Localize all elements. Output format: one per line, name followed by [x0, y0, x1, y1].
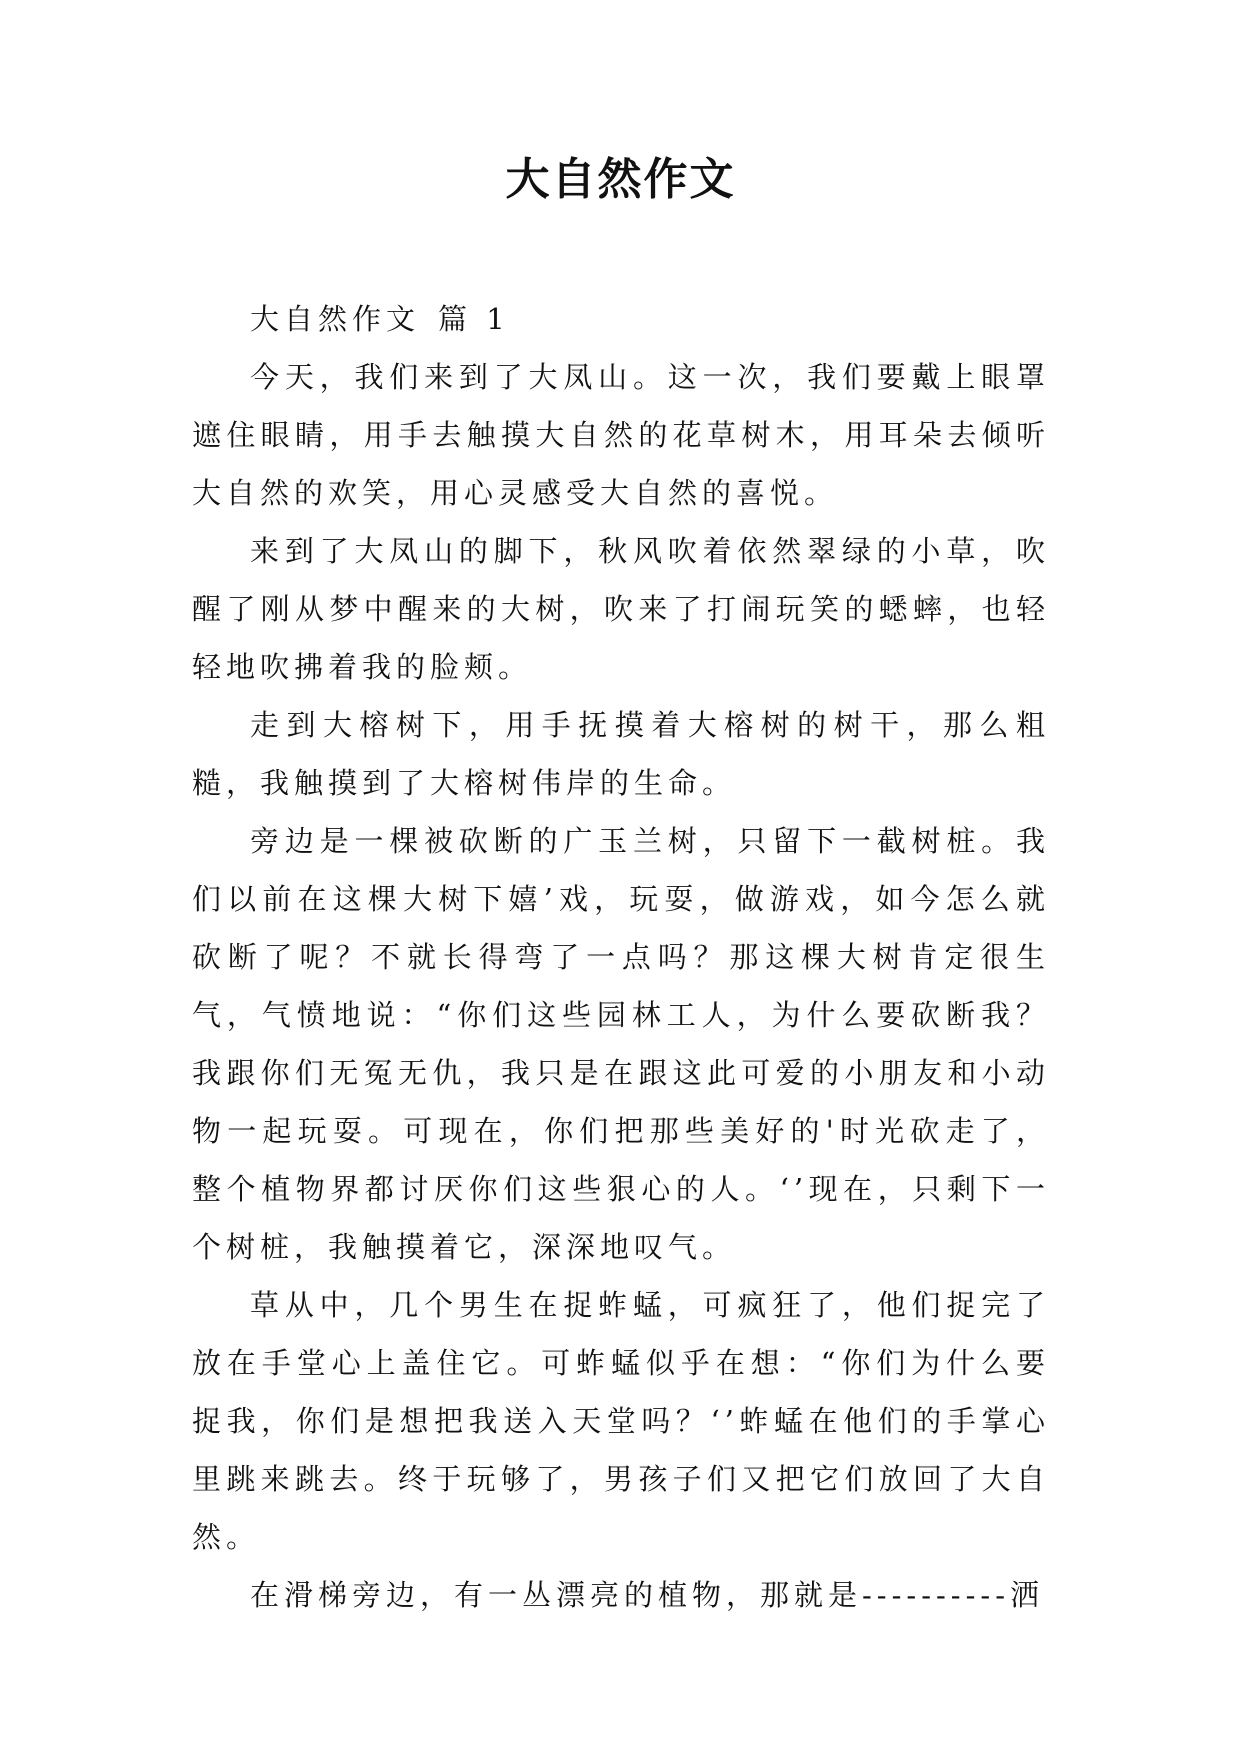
paragraph-1: 今天，我们来到了大凤山。这一次，我们要戴上眼罩遮住眼睛，用手去触摸大自然的花草树木，用耳朵去倾听大自然的欢笑，用心灵感受大自然的喜悦。: [192, 360, 1050, 510]
paragraph-3: 走到大榕树下，用手抚摸着大榕树的树干，那么粗糙，我触摸到了大榕树伟岸的生命。: [192, 708, 1050, 800]
section-heading-text: 大自然作文: [250, 302, 421, 336]
document-title: 大自然作文: [505, 154, 736, 205]
document-body: [192, 290, 1050, 1624]
paragraph-6: 在滑梯旁边，有一丛漂亮的植物，那就是----------洒: [250, 1578, 1044, 1612]
paragraph-5: 草从中，几个男生在捉蚱蜢，可疯狂了，他们捉完了放在手堂心上盖住它。可蚱蜢似乎在想：“你们为什么要捉我，你们是想把我送入天堂吗？‘’蚱蜢在他们的手掌心里跳来跳去。终于玩够了，男孩子们又把它们放回了大自然。: [192, 1288, 1050, 1554]
paragraph-2: 来到了大凤山的脚下，秋风吹着依然翠绿的小草，吹醒了刚从梦中醒来的大树，吹来了打闹玩笑的蟋蟀，也轻轻地吹拂着我的脸颊。: [192, 534, 1050, 684]
section-heading: [192, 290, 1050, 348]
paragraph-4: 旁边是一棵被砍断的广玉兰树，只留下一截树桩。我们以前在这棵大树下嬉’戏，玩耍，做游戏，如今怎么就砍断了呢？不就长得弯了一点吗？那这棵大树肯定很生气，气愤地说：“你们这些园林工人，为什么要砍断我？我跟你们无冤无仇，我只是在跟这此可爱的小朋友和小动物一起玩耍。可现在，你们把那些美好的'时光砍走了，整个植物界都讨厌你们这些狠心的人。‘’现在，只剩下一个树桩，我触摸着它，深深地叹气。: [192, 824, 1050, 1264]
section-number: 篇 1: [438, 302, 510, 336]
